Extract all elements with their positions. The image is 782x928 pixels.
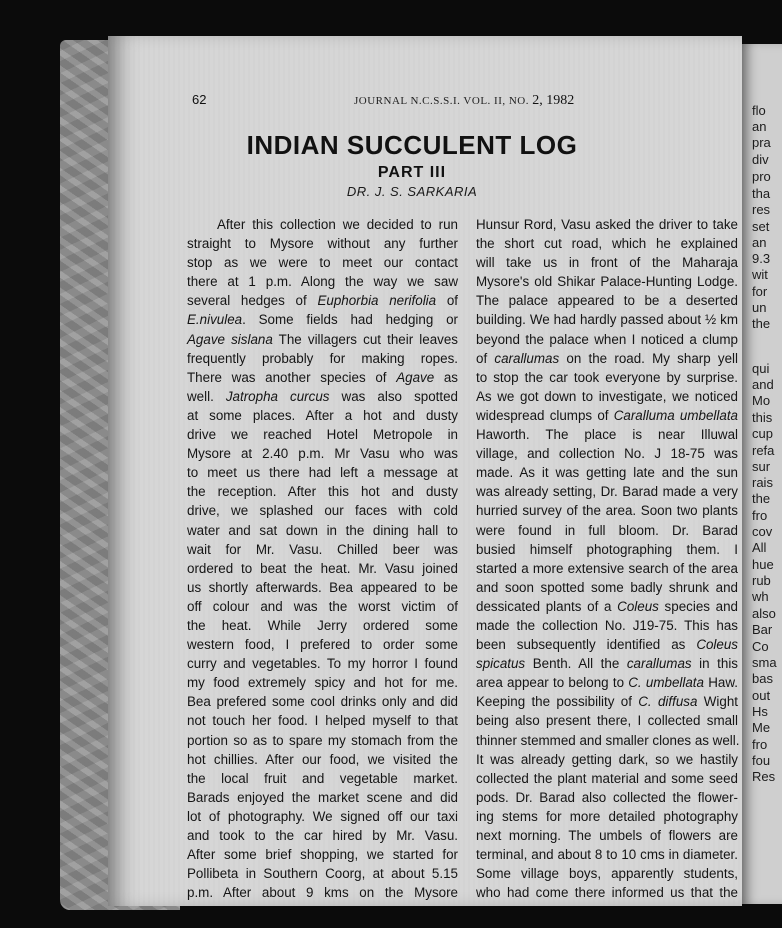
facing-page-text: refa — [752, 443, 775, 458]
facing-page-text: also — [752, 606, 776, 621]
text-line: started a more extensive search of the area — [476, 560, 738, 576]
text-line: After this collection we decided to run — [217, 217, 458, 232]
facing-page-text: sur — [752, 459, 771, 474]
text-line: the reception. After this hot and dusty — [187, 484, 458, 500]
facing-page-text: pra — [752, 135, 771, 150]
text-line: us shortly afterwards. Bea appeared to be — [187, 579, 458, 595]
text-line: hot chillies. After our food, we visited the — [187, 751, 458, 767]
text-line: was already setting, Dr. Barad made a very — [476, 484, 738, 500]
facing-page-text: Hs — [752, 704, 768, 719]
facing-page-text: Mo — [752, 393, 771, 408]
facing-page-text: the — [752, 316, 771, 331]
facing-page-text: un — [752, 300, 767, 315]
journal-reference: JOURNAL N.C.S.S.I. VOL. II, NO. 2, 1982 — [354, 93, 575, 108]
running-header — [192, 92, 752, 112]
facing-page-text: 9.3 — [752, 251, 771, 266]
facing-page-text: sma — [752, 655, 777, 670]
text-line: E.nivulea. Some fields had hedging or — [187, 312, 458, 328]
text-line: It was already getting dark, so we hastily — [476, 751, 738, 767]
text-line: ordered to beat the heat. Mr. Vasu joined — [187, 560, 458, 576]
text-line: Keeping the possibility of C. diffusa Wight — [476, 694, 738, 710]
text-line: wait for Mr. Vasu. Chilled beer was — [187, 541, 458, 557]
right-column — [476, 215, 738, 902]
facing-page-text: set — [752, 219, 770, 234]
text-line: busied himself photographing them. I — [476, 541, 738, 557]
text-line: As we got down to investigate, we noticed — [476, 388, 738, 404]
text-line: being also present there, I collected small — [476, 713, 738, 729]
text-line: village, and collection No. J 18-75 was — [476, 446, 738, 462]
text-line: water and sat down in the dining hall to — [187, 522, 458, 538]
text-line: There was another species of Agave as — [187, 369, 458, 385]
facing-page-text: and — [752, 377, 774, 392]
text-line: and took to the car hired by Mr. Vasu. — [187, 828, 458, 843]
facing-page-text: Co — [752, 639, 769, 654]
text-line: Agave sislana The villagers cut their leaves — [187, 331, 458, 347]
text-line: drive, we splashed our faces with cold — [187, 503, 458, 519]
facing-page-text: hue — [752, 557, 774, 572]
text-line: made the collection No. J19-75. This has — [476, 617, 738, 633]
facing-page-text: an — [752, 119, 767, 134]
facing-page-text: qui — [752, 361, 770, 376]
text-line: area appear to belong to C. umbellata Haw. — [476, 675, 738, 691]
facing-page-text: fro — [752, 737, 768, 752]
text-line: lot of photography. We signed off our taxi — [187, 808, 458, 824]
facing-page-text: rais — [752, 475, 773, 490]
facing-page-text: wh — [752, 589, 769, 604]
text-line: spicatus Benth. All the carallumas in this — [476, 656, 738, 672]
text-line: After some brief shopping, we started for — [187, 847, 458, 863]
text-line: building. We had hardly passed about ½ km — [476, 312, 738, 328]
text-line: thinner stemmed and smaller clones as well. — [476, 732, 740, 748]
facing-page-text: out — [752, 688, 771, 703]
left-column — [187, 215, 458, 902]
text-line: straight to Mysore without any further — [187, 236, 458, 252]
facing-page-text: rub — [752, 573, 771, 588]
text-line: and soon spotted some badly shrunk and — [476, 579, 738, 595]
text-line: widespread clumps of Caralluma umbellata — [476, 407, 738, 423]
facing-page-text: cup — [752, 426, 773, 441]
facing-page-text: wit — [752, 267, 768, 282]
text-line: hurried survey of the area. Soon two plants — [476, 503, 738, 519]
text-line: were found in full bloom. Dr. Barad — [476, 522, 738, 538]
article-part: PART III — [377, 164, 447, 181]
facing-page-text: fou — [752, 753, 771, 768]
article-author: DR. J. S. SARKARIA — [346, 184, 478, 199]
text-line: Some village boys, apparently students, — [476, 866, 738, 882]
facing-page-text: an — [752, 235, 767, 250]
facing-page-text: the — [752, 491, 771, 506]
text-line: Mysore at 2.40 p.m. Mr Vasu who was — [187, 446, 458, 462]
text-line: to stop the car took everyone by surprise. — [476, 369, 738, 385]
text-line: next morning. The umbels of flowers are — [476, 828, 738, 843]
text-line: made. As it was getting late and the sun — [476, 465, 738, 481]
text-line: Pollibeta in Southern Coorg, at about 5.15 — [187, 866, 458, 882]
text-line: not touch her food. I helped myself to that — [187, 713, 458, 729]
text-line: western food, I prefered to order some — [187, 637, 458, 653]
text-line: collected the plant material and some seed — [476, 770, 738, 786]
text-line: dessicated plants of a Coleus species and — [476, 598, 739, 614]
page-number: 62 — [192, 92, 207, 107]
text-line: Haworth. The place is near Illuwal — [476, 427, 738, 443]
text-line: Barads enjoyed the market scene and did — [187, 789, 458, 805]
text-line: been subsequently identified as Coleus — [476, 637, 738, 653]
text-line: The palace appeared to be a deserted — [476, 293, 738, 309]
text-line: Hunsur Rord, Vasu asked the driver to take — [476, 217, 738, 232]
facing-page — [742, 44, 782, 904]
facing-page-text: pro — [752, 169, 771, 184]
facing-page-text: div — [752, 152, 769, 167]
text-line: the short cut road, which he explained — [476, 236, 738, 252]
text-line: off colour and was the worst victim of — [187, 598, 458, 614]
facing-page-text: cov — [752, 524, 773, 539]
facing-page-text: res — [752, 202, 771, 217]
text-line: the local fruit and vegetable market. — [187, 770, 458, 786]
text-line: will take us in front of the Maharaja — [476, 255, 738, 271]
text-line: ing stems for more detailed photography — [476, 808, 738, 824]
text-line: p.m. After about 9 kms on the Mysore — [187, 885, 458, 901]
text-line: drive we reached Hotel Metropole in — [187, 427, 458, 443]
text-line: at some places. After a hot and dusty — [187, 407, 458, 423]
text-line: my food extremely spicy and hot for me. — [187, 675, 458, 691]
text-line: portion so as to spare my stomach from the — [187, 732, 458, 748]
facing-page-text: this — [752, 410, 773, 425]
text-line: pods. Dr. Barad also collected the flower- — [476, 789, 738, 805]
text-line: Mysore's old Shikar Palace-Hunting Lodge. — [476, 274, 738, 290]
text-line: stop as we were to meet our contact — [187, 255, 458, 271]
facing-page-text: All — [752, 540, 767, 555]
text-line: the heat. While Jerry ordered some — [187, 617, 458, 633]
text-line: who had come there informed us that the — [476, 885, 738, 901]
text-line: beyond the palace when I noticed a clump — [476, 331, 738, 347]
text-line: several hedges of Euphorbia nerifolia of — [187, 293, 458, 309]
journal-issue: 2, 1982 — [532, 93, 575, 108]
text-line: terminal, and about 8 to 10 cms in diameter. — [476, 847, 738, 863]
article-title: INDIAN SUCCULENT LOG — [246, 130, 578, 160]
facing-page-text: for — [752, 284, 768, 299]
text-line: frequently probably for making ropes. — [187, 350, 458, 366]
facing-page-text: fro — [752, 508, 768, 523]
text-line: Bea prefered some cool drinks only and did — [187, 694, 458, 710]
text-line: to meet us there had left a message at — [187, 465, 458, 481]
facing-page-text: tha — [752, 186, 771, 201]
facing-page-text: Res — [752, 769, 776, 784]
facing-page-text: flo — [752, 103, 766, 118]
text-line: curry and vegetables. To my horror I found — [187, 656, 458, 672]
text-line: well. Jatropha curcus was also spotted — [187, 388, 458, 404]
facing-page-text: Me — [752, 720, 771, 735]
facing-page-text: bas — [752, 671, 773, 686]
facing-page-text: Bar — [752, 622, 773, 637]
text-line: there at 1 p.m. Along the way we saw — [187, 274, 458, 290]
text-line: of carallumas on the road. My sharp yell — [476, 350, 739, 366]
